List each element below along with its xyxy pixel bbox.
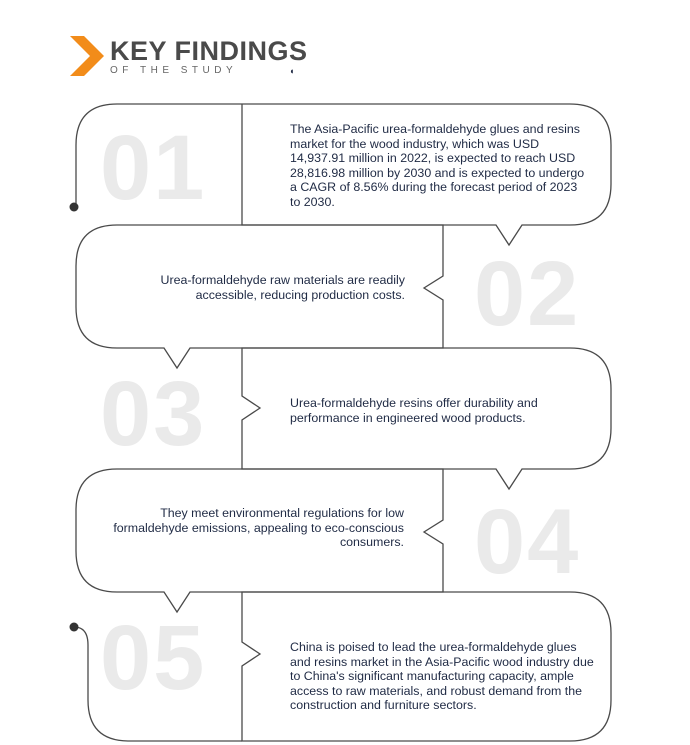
finding-number-1: 01 [100,117,207,219]
page-title: KEY FINDINGS [110,36,308,66]
finding-text-3: Urea-formaldehyde resins offer durability and performance in engineered wood products. [290,396,538,425]
finding-text-2: Urea-formaldehyde raw materials are readily accessible, reducing production costs. [160,273,405,302]
page-subtitle: OF THE STUDY [110,65,238,76]
finding-number-3: 03 [100,363,207,465]
connector-dot-5 [70,623,79,632]
moon-icon: ◖ [289,66,295,76]
finding-number-4: 04 [474,491,581,593]
finding-number-2: 02 [474,243,581,345]
finding-text-4: They meet environmental regulations for low formaldehyde emissions, appealing to eco-conscious consumers. [113,506,404,550]
finding-text-5: China is poised to lead the urea-formaldehyde glues and resins market in the Asia-Pacific wood industry due to China's significant manufacturing capacity, ample access to raw materials, and robust demand from the construction and furniture sectors. [290,640,594,713]
connector-dot-1 [70,203,79,212]
finding-number-5: 05 [100,607,207,709]
finding-text-1: The Asia-Pacific urea-formaldehyde glues and resins market for the wood industry, which was USD 14,937.91 million in 2022, is expected to reach USD 28,816.98 million by 2030 and is expected to undergo a CAGR of 8.56% during the forecast period of 2023 to 2030. [290,122,585,209]
